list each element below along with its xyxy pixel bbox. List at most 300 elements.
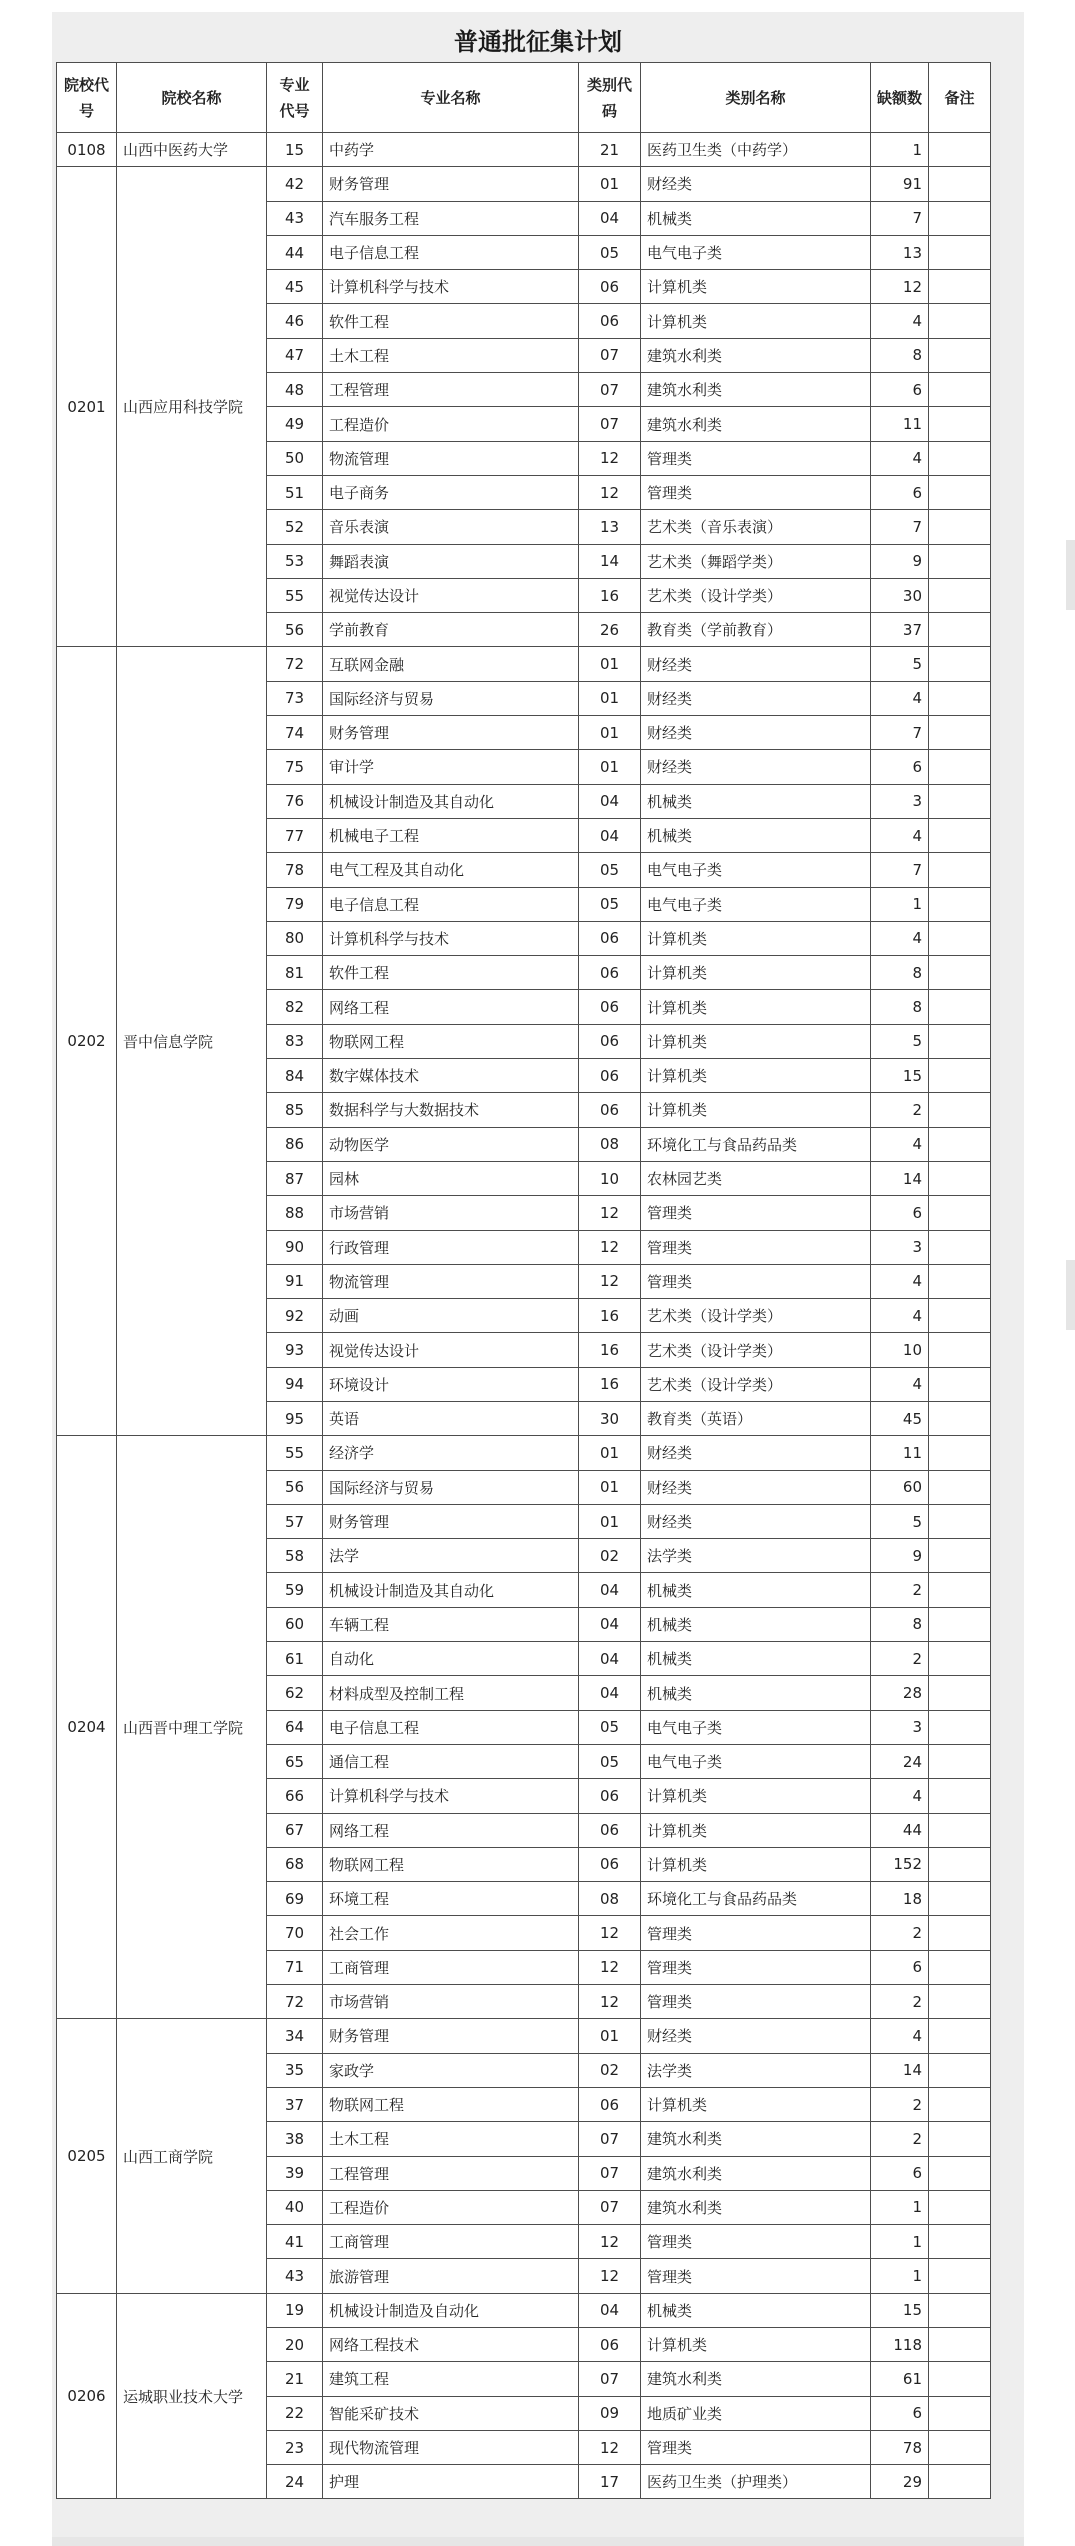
vacancies-cell: 4 [871, 921, 929, 955]
major-name-cell: 英语 [323, 1401, 579, 1435]
table-row [57, 2293, 991, 2327]
remark-cell [929, 1264, 991, 1298]
category-code-cell: 04 [579, 201, 641, 235]
remark-cell [929, 2293, 991, 2327]
remark-cell [929, 373, 991, 407]
major-code-cell: 42 [267, 167, 323, 201]
vacancies-cell: 11 [871, 1436, 929, 1470]
major-name-cell: 通信工程 [323, 1744, 579, 1778]
school-name-cell: 运城职业技术大学 [117, 2293, 267, 2499]
vacancies-cell: 12 [871, 270, 929, 304]
vacancies-cell: 1 [871, 133, 929, 167]
header-school-code: 院校代号 [57, 63, 117, 133]
remark-cell [929, 887, 991, 921]
category-code-cell: 12 [579, 2430, 641, 2464]
category-code-cell: 01 [579, 716, 641, 750]
remark-cell [929, 2019, 991, 2053]
major-name-cell: 土木工程 [323, 2122, 579, 2156]
category-name-cell: 机械类 [641, 784, 871, 818]
major-name-cell: 家政学 [323, 2053, 579, 2087]
category-code-cell: 12 [579, 441, 641, 475]
remark-cell [929, 235, 991, 269]
major-name-cell: 互联网金融 [323, 647, 579, 681]
category-name-cell: 机械类 [641, 201, 871, 235]
category-name-cell: 法学类 [641, 1539, 871, 1573]
vacancies-cell: 15 [871, 2293, 929, 2327]
category-name-cell: 管理类 [641, 2430, 871, 2464]
major-name-cell: 机械电子工程 [323, 818, 579, 852]
header-school-name: 院校名称 [117, 63, 267, 133]
school-code-cell: 0202 [57, 647, 117, 1436]
category-name-cell: 建筑水利类 [641, 2122, 871, 2156]
category-name-cell: 地质矿业类 [641, 2396, 871, 2430]
school-name-cell: 山西中医药大学 [117, 133, 267, 167]
category-code-cell: 05 [579, 235, 641, 269]
category-code-cell: 01 [579, 750, 641, 784]
category-code-cell: 04 [579, 1607, 641, 1641]
major-code-cell: 23 [267, 2430, 323, 2464]
category-name-cell: 医药卫生类（中药学） [641, 133, 871, 167]
remark-cell [929, 1813, 991, 1847]
major-code-cell: 45 [267, 270, 323, 304]
vacancies-cell: 118 [871, 2328, 929, 2362]
vacancies-cell: 5 [871, 1024, 929, 1058]
category-code-cell: 16 [579, 1333, 641, 1367]
vacancies-cell: 61 [871, 2362, 929, 2396]
vacancies-cell: 11 [871, 407, 929, 441]
major-code-cell: 43 [267, 201, 323, 235]
category-code-cell: 06 [579, 956, 641, 990]
remark-cell [929, 921, 991, 955]
vacancies-cell: 6 [871, 475, 929, 509]
category-code-cell: 01 [579, 647, 641, 681]
remark-cell [929, 1882, 991, 1916]
major-name-cell: 数字媒体技术 [323, 1059, 579, 1093]
major-code-cell: 86 [267, 1127, 323, 1161]
vacancies-cell: 91 [871, 167, 929, 201]
category-code-cell: 07 [579, 338, 641, 372]
major-name-cell: 土木工程 [323, 338, 579, 372]
remark-cell [929, 1230, 991, 1264]
category-code-cell: 01 [579, 681, 641, 715]
vacancies-cell: 1 [871, 2190, 929, 2224]
major-name-cell: 机械设计制造及其自动化 [323, 784, 579, 818]
major-code-cell: 58 [267, 1539, 323, 1573]
vacancies-cell: 4 [871, 2019, 929, 2053]
major-code-cell: 74 [267, 716, 323, 750]
major-code-cell: 73 [267, 681, 323, 715]
major-name-cell: 行政管理 [323, 1230, 579, 1264]
category-code-cell: 04 [579, 2293, 641, 2327]
category-code-cell: 04 [579, 1573, 641, 1607]
major-name-cell: 物流管理 [323, 441, 579, 475]
enrollment-plan-table [56, 62, 991, 2499]
remark-cell [929, 1367, 991, 1401]
category-code-cell: 16 [579, 1367, 641, 1401]
vacancies-cell: 4 [871, 1127, 929, 1161]
major-code-cell: 84 [267, 1059, 323, 1093]
category-code-cell: 02 [579, 1539, 641, 1573]
category-name-cell: 管理类 [641, 2259, 871, 2293]
category-name-cell: 计算机类 [641, 1059, 871, 1093]
vacancies-cell: 3 [871, 784, 929, 818]
remark-cell [929, 1539, 991, 1573]
vacancies-cell: 6 [871, 2396, 929, 2430]
category-code-cell: 06 [579, 2328, 641, 2362]
vacancies-cell: 10 [871, 1333, 929, 1367]
remark-cell [929, 681, 991, 715]
remark-cell [929, 1710, 991, 1744]
vacancies-cell: 7 [871, 853, 929, 887]
category-name-cell: 管理类 [641, 1916, 871, 1950]
major-code-cell: 91 [267, 1264, 323, 1298]
vacancies-cell: 8 [871, 1607, 929, 1641]
category-code-cell: 12 [579, 1264, 641, 1298]
major-code-cell: 76 [267, 784, 323, 818]
major-code-cell: 69 [267, 1882, 323, 1916]
category-name-cell: 计算机类 [641, 990, 871, 1024]
major-name-cell: 电子商务 [323, 475, 579, 509]
category-name-cell: 建筑水利类 [641, 2190, 871, 2224]
major-name-cell: 法学 [323, 1539, 579, 1573]
remark-cell [929, 1607, 991, 1641]
category-name-cell: 机械类 [641, 1642, 871, 1676]
category-code-cell: 07 [579, 2190, 641, 2224]
category-name-cell: 法学类 [641, 2053, 871, 2087]
category-code-cell: 13 [579, 510, 641, 544]
remark-cell [929, 1950, 991, 1984]
category-code-cell: 06 [579, 304, 641, 338]
remark-cell [929, 2396, 991, 2430]
major-code-cell: 15 [267, 133, 323, 167]
page-title: 普通批征集计划 [454, 28, 622, 56]
category-name-cell: 艺术类（音乐表演） [641, 510, 871, 544]
major-code-cell: 81 [267, 956, 323, 990]
major-name-cell: 智能采矿技术 [323, 2396, 579, 2430]
major-name-cell: 经济学 [323, 1436, 579, 1470]
remark-cell [929, 338, 991, 372]
major-code-cell: 67 [267, 1813, 323, 1847]
major-code-cell: 44 [267, 235, 323, 269]
table-body [57, 133, 991, 2499]
major-name-cell: 机械设计制造及其自动化 [323, 1573, 579, 1607]
category-name-cell: 环境化工与食品药品类 [641, 1882, 871, 1916]
category-name-cell: 计算机类 [641, 1024, 871, 1058]
remark-cell [929, 647, 991, 681]
vacancies-cell: 2 [871, 1642, 929, 1676]
major-code-cell: 72 [267, 1985, 323, 2019]
category-code-cell: 06 [579, 990, 641, 1024]
category-code-cell: 05 [579, 887, 641, 921]
vacancies-cell: 7 [871, 510, 929, 544]
major-code-cell: 46 [267, 304, 323, 338]
category-name-cell: 教育类（学前教育） [641, 613, 871, 647]
major-name-cell: 物联网工程 [323, 2087, 579, 2121]
major-code-cell: 85 [267, 1093, 323, 1127]
major-code-cell: 56 [267, 613, 323, 647]
remark-cell [929, 2053, 991, 2087]
major-code-cell: 40 [267, 2190, 323, 2224]
vacancies-cell: 4 [871, 681, 929, 715]
remark-cell [929, 1196, 991, 1230]
major-name-cell: 国际经济与贸易 [323, 1470, 579, 1504]
category-code-cell: 06 [579, 1059, 641, 1093]
category-code-cell: 12 [579, 2225, 641, 2259]
vacancies-cell: 60 [871, 1470, 929, 1504]
remark-cell [929, 2259, 991, 2293]
major-name-cell: 车辆工程 [323, 1607, 579, 1641]
major-code-cell: 94 [267, 1367, 323, 1401]
school-code-cell: 0205 [57, 2019, 117, 2293]
category-name-cell: 管理类 [641, 2225, 871, 2259]
major-code-cell: 19 [267, 2293, 323, 2327]
remark-cell [929, 956, 991, 990]
category-code-cell: 04 [579, 818, 641, 852]
vacancies-cell: 8 [871, 990, 929, 1024]
major-name-cell: 国际经济与贸易 [323, 681, 579, 715]
category-name-cell: 管理类 [641, 1950, 871, 1984]
major-code-cell: 83 [267, 1024, 323, 1058]
remark-cell [929, 1024, 991, 1058]
vacancies-cell: 152 [871, 1847, 929, 1881]
document-card [52, 12, 1024, 2546]
category-name-cell: 建筑水利类 [641, 2156, 871, 2190]
category-name-cell: 计算机类 [641, 1779, 871, 1813]
major-name-cell: 机械设计制造及自动化 [323, 2293, 579, 2327]
category-name-cell: 医药卫生类（护理类） [641, 2465, 871, 2499]
remark-cell [929, 1470, 991, 1504]
remark-cell [929, 167, 991, 201]
vacancies-cell: 6 [871, 750, 929, 784]
vacancies-cell: 4 [871, 1779, 929, 1813]
remark-cell [929, 2122, 991, 2156]
category-name-cell: 建筑水利类 [641, 2362, 871, 2396]
category-code-cell: 06 [579, 1779, 641, 1813]
major-name-cell: 审计学 [323, 750, 579, 784]
remark-cell [929, 1333, 991, 1367]
major-name-cell: 护理 [323, 2465, 579, 2499]
category-code-cell: 06 [579, 1024, 641, 1058]
major-name-cell: 工商管理 [323, 1950, 579, 1984]
remark-cell [929, 613, 991, 647]
category-code-cell: 06 [579, 2087, 641, 2121]
category-code-cell: 01 [579, 1504, 641, 1538]
category-code-cell: 07 [579, 407, 641, 441]
major-name-cell: 市场营销 [323, 1985, 579, 2019]
major-code-cell: 93 [267, 1333, 323, 1367]
category-name-cell: 艺术类（设计学类） [641, 1367, 871, 1401]
bottom-strip [52, 2537, 1024, 2546]
remark-cell [929, 853, 991, 887]
remark-cell [929, 441, 991, 475]
major-code-cell: 59 [267, 1573, 323, 1607]
category-code-cell: 07 [579, 2362, 641, 2396]
vacancies-cell: 13 [871, 235, 929, 269]
major-code-cell: 61 [267, 1642, 323, 1676]
major-code-cell: 39 [267, 2156, 323, 2190]
vacancies-cell: 28 [871, 1676, 929, 1710]
major-name-cell: 建筑工程 [323, 2362, 579, 2396]
category-name-cell: 机械类 [641, 1676, 871, 1710]
category-name-cell: 计算机类 [641, 304, 871, 338]
category-name-cell: 艺术类（舞蹈学类） [641, 544, 871, 578]
vacancies-cell: 2 [871, 1093, 929, 1127]
major-name-cell: 中药学 [323, 133, 579, 167]
major-code-cell: 62 [267, 1676, 323, 1710]
header-vacancies: 缺额数 [871, 63, 929, 133]
major-code-cell: 60 [267, 1607, 323, 1641]
school-code-cell: 0201 [57, 167, 117, 647]
remark-cell [929, 990, 991, 1024]
major-name-cell: 动物医学 [323, 1127, 579, 1161]
major-name-cell: 工程管理 [323, 2156, 579, 2190]
school-code-cell: 0206 [57, 2293, 117, 2499]
remark-cell [929, 2430, 991, 2464]
major-name-cell: 工程造价 [323, 2190, 579, 2224]
category-code-cell: 01 [579, 1436, 641, 1470]
category-code-cell: 06 [579, 1813, 641, 1847]
major-code-cell: 50 [267, 441, 323, 475]
major-code-cell: 75 [267, 750, 323, 784]
category-code-cell: 08 [579, 1127, 641, 1161]
major-code-cell: 38 [267, 2122, 323, 2156]
category-code-cell: 12 [579, 475, 641, 509]
category-code-cell: 10 [579, 1161, 641, 1195]
remark-cell [929, 1916, 991, 1950]
vacancies-cell: 8 [871, 338, 929, 372]
remark-cell [929, 784, 991, 818]
header-remark: 备注 [929, 63, 991, 133]
school-name-cell: 山西晋中理工学院 [117, 1436, 267, 2019]
category-name-cell: 计算机类 [641, 1093, 871, 1127]
category-code-cell: 07 [579, 2122, 641, 2156]
vacancies-cell: 45 [871, 1401, 929, 1435]
category-code-cell: 05 [579, 853, 641, 887]
major-code-cell: 34 [267, 2019, 323, 2053]
remark-cell [929, 750, 991, 784]
major-name-cell: 工程造价 [323, 407, 579, 441]
category-code-cell: 08 [579, 1882, 641, 1916]
vacancies-cell: 29 [871, 2465, 929, 2499]
remark-cell [929, 1299, 991, 1333]
major-code-cell: 51 [267, 475, 323, 509]
vacancies-cell: 78 [871, 2430, 929, 2464]
category-name-cell: 管理类 [641, 441, 871, 475]
major-name-cell: 财务管理 [323, 716, 579, 750]
major-code-cell: 92 [267, 1299, 323, 1333]
category-code-cell: 07 [579, 2156, 641, 2190]
category-code-cell: 21 [579, 133, 641, 167]
major-name-cell: 网络工程 [323, 990, 579, 1024]
category-code-cell: 06 [579, 1847, 641, 1881]
major-code-cell: 82 [267, 990, 323, 1024]
major-code-cell: 35 [267, 2053, 323, 2087]
major-name-cell: 财务管理 [323, 167, 579, 201]
category-code-cell: 16 [579, 1299, 641, 1333]
category-code-cell: 01 [579, 167, 641, 201]
category-name-cell: 计算机类 [641, 270, 871, 304]
vacancies-cell: 3 [871, 1710, 929, 1744]
category-code-cell: 30 [579, 1401, 641, 1435]
major-code-cell: 37 [267, 2087, 323, 2121]
major-name-cell: 财务管理 [323, 2019, 579, 2053]
major-code-cell: 88 [267, 1196, 323, 1230]
category-code-cell: 01 [579, 1470, 641, 1504]
category-code-cell: 12 [579, 1196, 641, 1230]
vacancies-cell: 14 [871, 1161, 929, 1195]
remark-cell [929, 475, 991, 509]
vacancies-cell: 2 [871, 2087, 929, 2121]
category-name-cell: 电气电子类 [641, 853, 871, 887]
vacancies-cell: 1 [871, 2225, 929, 2259]
major-code-cell: 80 [267, 921, 323, 955]
vacancies-cell: 37 [871, 613, 929, 647]
category-name-cell: 机械类 [641, 2293, 871, 2327]
table-row [57, 133, 991, 167]
category-name-cell: 管理类 [641, 475, 871, 509]
major-code-cell: 53 [267, 544, 323, 578]
category-name-cell: 建筑水利类 [641, 373, 871, 407]
major-name-cell: 计算机科学与技术 [323, 1779, 579, 1813]
major-name-cell: 电子信息工程 [323, 235, 579, 269]
vacancies-cell: 2 [871, 1985, 929, 2019]
vacancies-cell: 4 [871, 1264, 929, 1298]
vacancies-cell: 1 [871, 2259, 929, 2293]
vacancies-cell: 44 [871, 1813, 929, 1847]
major-code-cell: 95 [267, 1401, 323, 1435]
major-code-cell: 71 [267, 1950, 323, 1984]
remark-cell [929, 2328, 991, 2362]
remark-cell [929, 2190, 991, 2224]
category-name-cell: 电气电子类 [641, 235, 871, 269]
major-name-cell: 电子信息工程 [323, 1710, 579, 1744]
major-name-cell: 动画 [323, 1299, 579, 1333]
category-code-cell: 04 [579, 784, 641, 818]
remark-cell [929, 1059, 991, 1093]
remark-cell [929, 1744, 991, 1778]
remark-cell [929, 133, 991, 167]
remark-cell [929, 510, 991, 544]
vacancies-cell: 15 [871, 1059, 929, 1093]
remark-cell [929, 1779, 991, 1813]
category-code-cell: 05 [579, 1744, 641, 1778]
school-code-cell: 0204 [57, 1436, 117, 2019]
remark-cell [929, 304, 991, 338]
major-name-cell: 材料成型及控制工程 [323, 1676, 579, 1710]
major-code-cell: 79 [267, 887, 323, 921]
vacancies-cell: 7 [871, 201, 929, 235]
major-name-cell: 数据科学与大数据技术 [323, 1093, 579, 1127]
major-code-cell: 21 [267, 2362, 323, 2396]
remark-cell [929, 1093, 991, 1127]
remark-cell [929, 578, 991, 612]
remark-cell [929, 2156, 991, 2190]
major-code-cell: 52 [267, 510, 323, 544]
vacancies-cell: 24 [871, 1744, 929, 1778]
major-name-cell: 汽车服务工程 [323, 201, 579, 235]
major-code-cell: 72 [267, 647, 323, 681]
vacancies-cell: 4 [871, 441, 929, 475]
category-name-cell: 建筑水利类 [641, 407, 871, 441]
scroll-edge-mark [1066, 540, 1075, 610]
remark-cell [929, 1573, 991, 1607]
category-name-cell: 农林园艺类 [641, 1161, 871, 1195]
major-name-cell: 物流管理 [323, 1264, 579, 1298]
vacancies-cell: 4 [871, 1367, 929, 1401]
major-name-cell: 物联网工程 [323, 1847, 579, 1881]
category-code-cell: 12 [579, 1916, 641, 1950]
category-code-cell: 14 [579, 544, 641, 578]
